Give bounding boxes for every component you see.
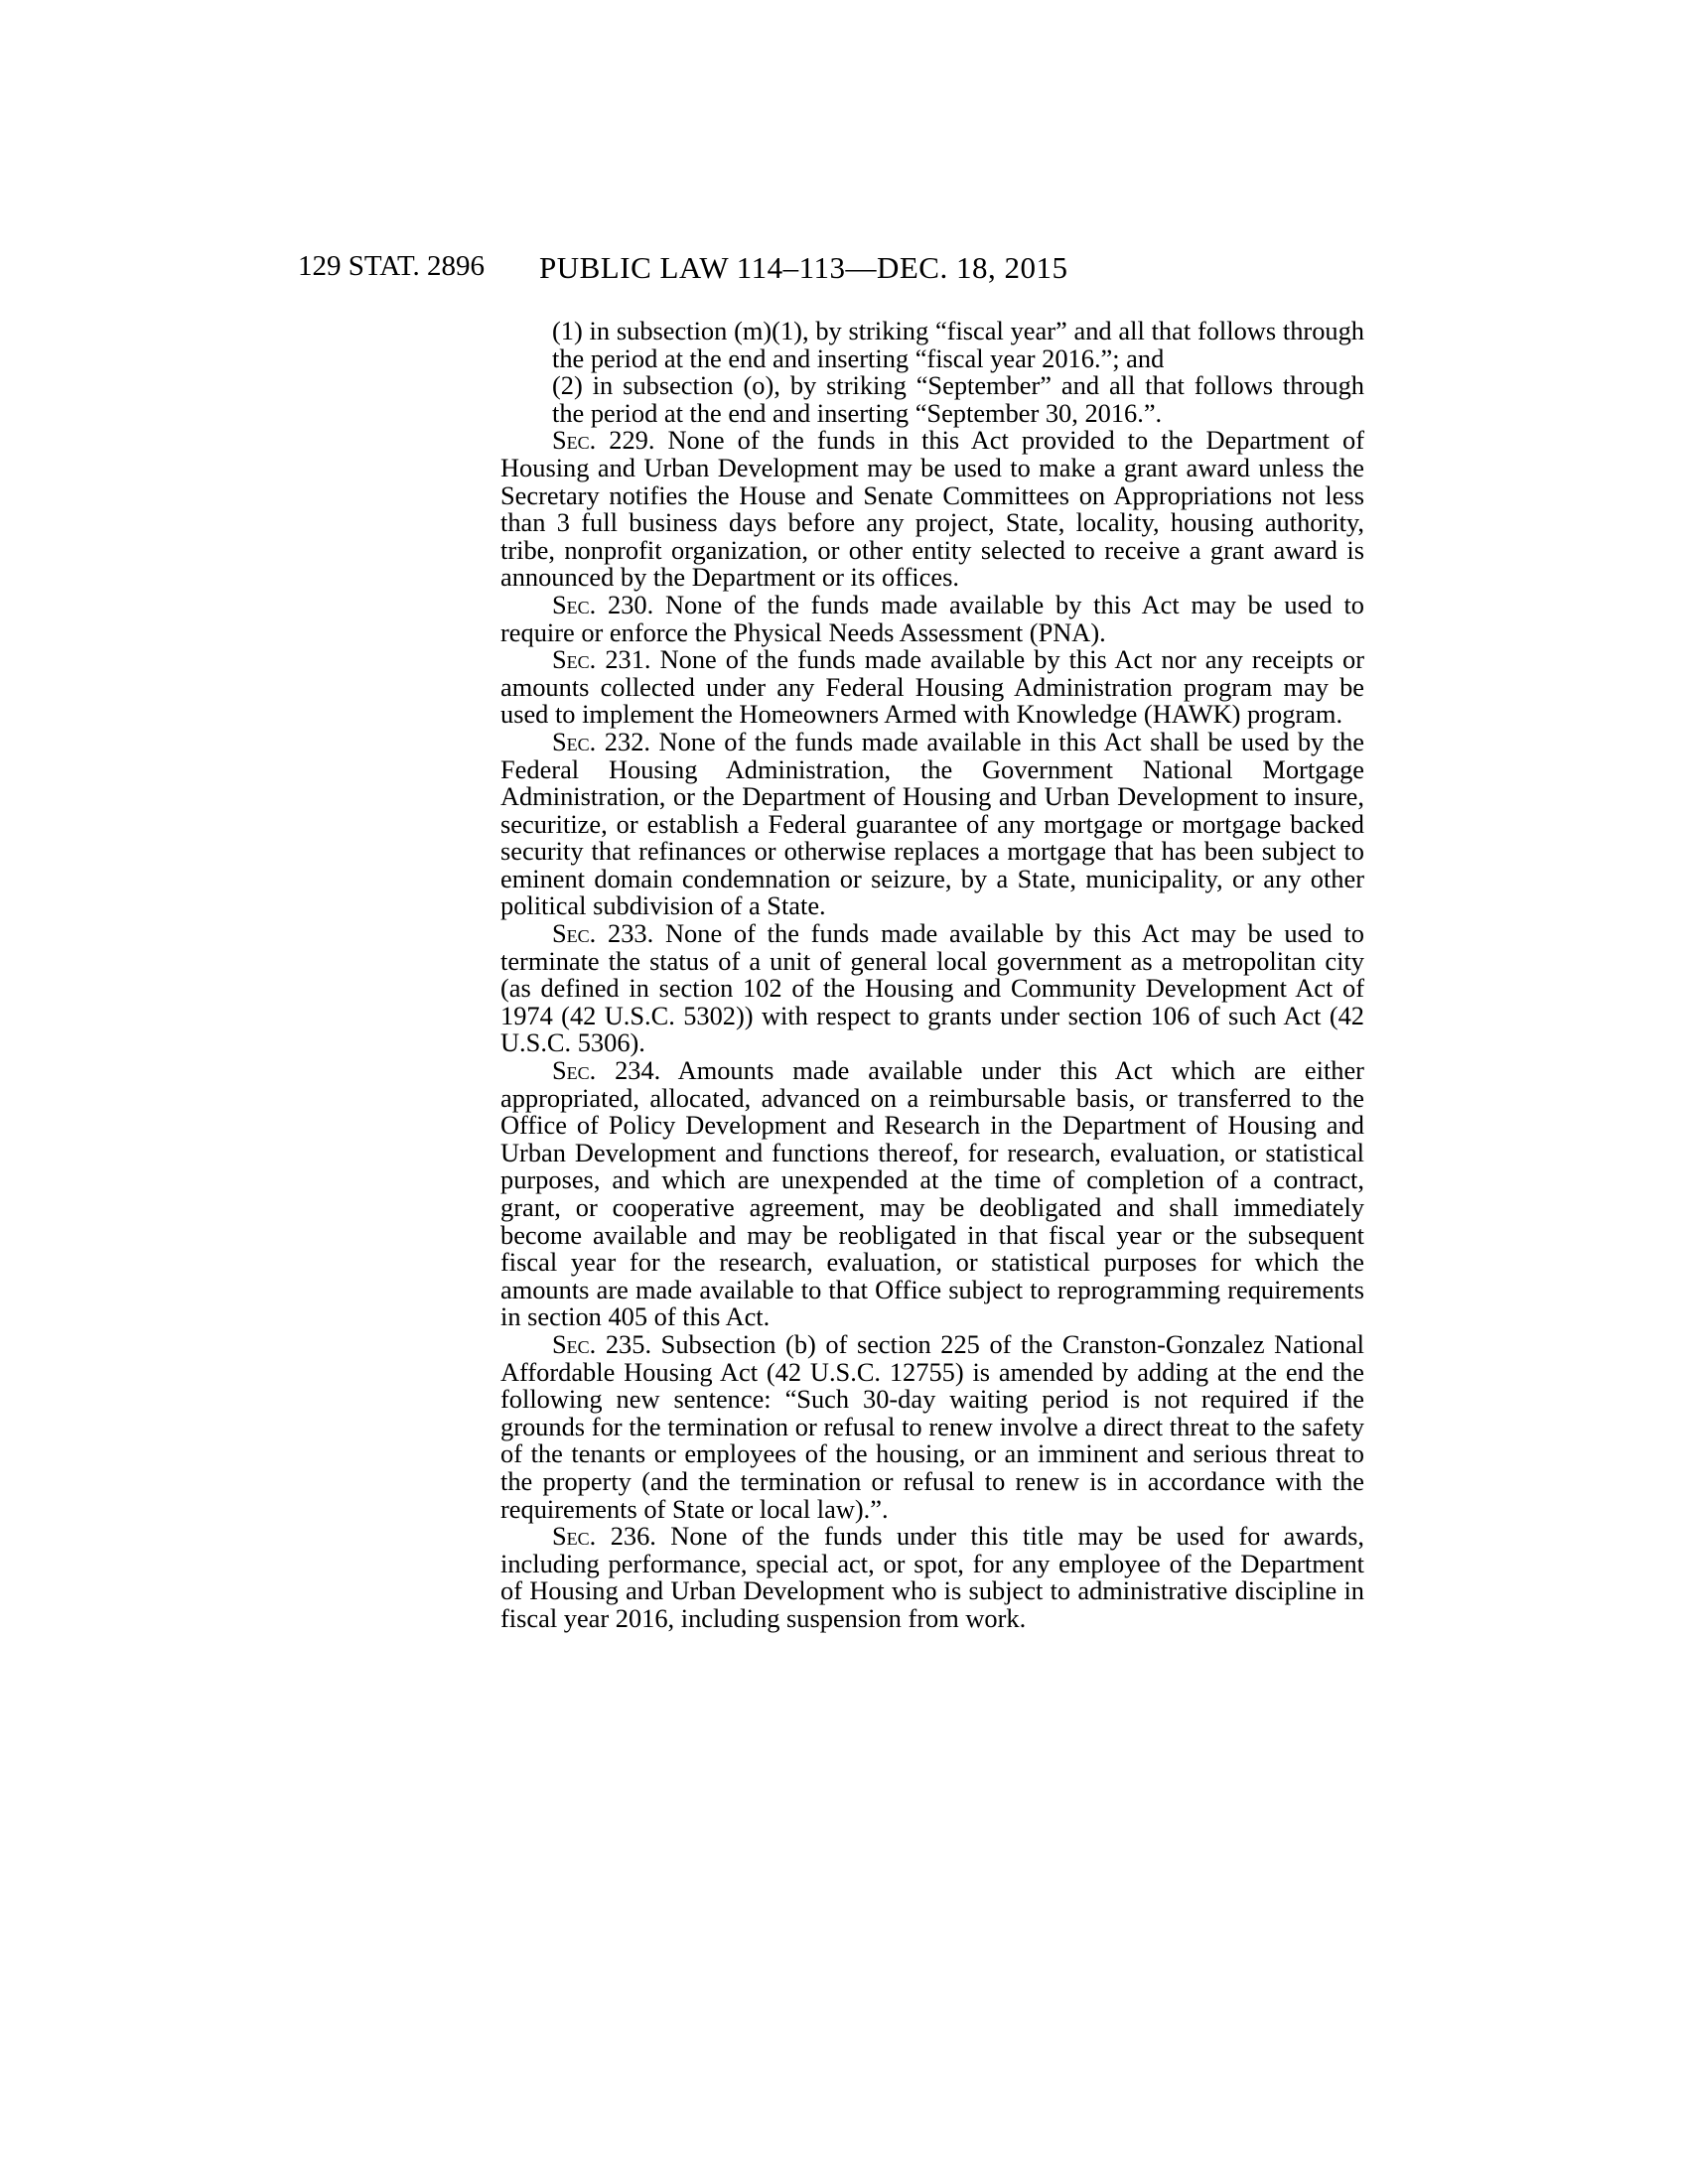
section-text: None of the funds made available by this Act may be used to require or enforce the Physical Needs Assessment (PNA). (500, 589, 1364, 647)
section-number: Sec. 233. (552, 918, 654, 949)
section-number: Sec. 234. (552, 1055, 661, 1086)
section-236 (500, 1523, 1364, 1632)
page-header (298, 250, 1390, 290)
section-232 (500, 726, 1364, 921)
section-number: Sec. 230. (552, 589, 654, 619)
paragraph-item-2 (449, 372, 1364, 427)
public-law-title: PUBLIC LAW 114–113—DEC. 18, 2015 (539, 250, 1068, 285)
section-number: Sec. 235. (552, 1328, 652, 1359)
section-text: None of the funds under this title may be used for awards, including performance, special act, or spot, for any employee of the Department of Housing and Urban Development who is subject to administrative discipline in fiscal year 2016, including suspension from work. (500, 1521, 1364, 1633)
section-229 (500, 427, 1364, 592)
section-number: Sec. 229. (552, 425, 655, 456)
section-234 (500, 1057, 1364, 1331)
paragraph-item-1 (449, 318, 1364, 372)
section-text: None of the funds made available by this Act nor any receipts or amounts collected under any Federal Housing Administration program may be used to implement the Homeowners Armed with Knowledge (HAWK) program. (500, 644, 1364, 730)
section-text: Subsection (b) of section 225 of the Cranston-Gonzalez National Affordable Housing Act (42 U.S.C. 12755) is amended by adding at the end the following new sentence: “Such 30-day waiting period is not required if the grounds for the termination or refusal to renew involve a direct threat to the safety of the tenants or employees of the housing, or an imminent and serious threat to the property (and the termination or refusal to renew is in accordance with the requirements of State or local law).”. (500, 1328, 1364, 1524)
paragraph-text: (2) in subsection (o), by striking “September” and all that follows through the period at the end and inserting “September 30, 2016.”. (552, 370, 1364, 428)
paragraph-text: (1) in subsection (m)(1), by striking “fiscal year” and all that follows through the period at the end and inserting “fiscal year 2016.”; and (552, 316, 1364, 373)
section-text: None of the funds made available by this Act may be used to terminate the status of a unit of general local government as a metropolitan city (as defined in section 102 of the Housing and Community Development Act of 1974 (42 U.S.C. 5302)) with respect to grants under section 106 of such Act (42 U.S.C. 5306). (500, 918, 1364, 1058)
section-number: Sec. 232. (552, 726, 650, 756)
section-231 (500, 646, 1364, 729)
section-number: Sec. 236. (552, 1521, 656, 1552)
section-235 (500, 1328, 1364, 1524)
section-text: None of the funds in this Act provided to the Department of Housing and Urban Development may be used to make a grant award unless the Secretary notifies the House and Senate Committees on Appropriations not less than 3 full business days before any project, State, locality, housing authority, tribe, nonprofit organization, or other entity selected to receive a grant award is announced by the Department or its offices. (500, 425, 1364, 593)
section-number: Sec. 231. (552, 644, 651, 675)
section-text: Amounts made available under this Act which are either appropriated, allocated, advanced on a reimbursable basis, or transferred to the Office of Policy Development and Research in the Department of Housing and Urban Development and functions thereof, for research, evaluation, or statistical purposes, and which are unexpended at the time of completion of a contract, grant, or cooperative agreement, may be deobligated and shall immediately become available and may be reobligated in that fiscal year or the subsequent fiscal year for the research, evaluation, or statistical purposes for which the amounts are made available to that Office subject to reprogramming requirements in section 405 of this Act. (500, 1055, 1364, 1332)
document-body (500, 318, 1364, 1633)
section-text: None of the funds made available in this Act shall be used by the Federal Housing Administration, the Government National Mortgage Administration, or the Department of Housing and Urban Development to insure, securitize, or establish a Federal guarantee of any mortgage or mortgage backed security that refinances or otherwise replaces a mortgage that has been subject to eminent domain condemnation or seizure, by a State, municipality, or any other political subdivision of a State. (500, 726, 1364, 921)
section-233 (500, 920, 1364, 1057)
section-230 (500, 589, 1364, 647)
statute-page-reference: 129 STAT. 2896 (298, 250, 486, 282)
